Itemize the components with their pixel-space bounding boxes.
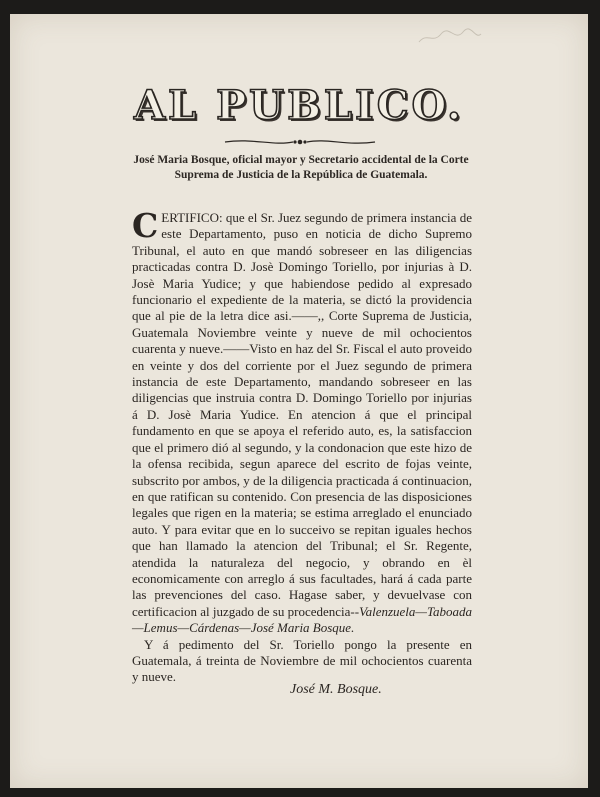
paragraph-main-text: ERTIFICO: que el Sr. Juez segundo de primera instancia de este Departamento, puso en noticia de dicho Supremo Tribunal, el auto en que mandó sobreseer en las diligencias practicadas contra D. Josè Domingo Toriello, por injurias à D. Josè Maria Yudice; y que habiendose pedido al expresado funcionario el expediente de la materia, se dictó la providencia que al pie de la letra dice asi.——,, Corte Suprema de Justicia, Guatemala Noviembre veinte y nueve de mil ochocientos cuarenta y nueve.——Visto en haz del Sr. Fiscal el auto proveido en veinte y dos del corriente por el Juez segundo de primera instancia de este Departamento, mandando sobreseer en las diligencias que instruia contra D. Domingo Toriello por injurias á D. Josè Maria Yudice. En atencion á que el principal fundamento en que se apoya el referido auto, es, la satisfaccion que el primero dió al segundo, y la condonacion que este hizo de la ofensa recibida, segun aparece del escrito de fojas veinte, subscrito por ambos, y de la diligencia practicada á continuacion, en que ratifican su contenido. Con presencia de las disposiciones legales que rigen en la materia; se estima arreglado el enunciado auto. Y para evitar que en lo succeivo se repitan iguales hechos que han llamado la atencion del Tribunal; el Sr. Regente, atendida la naturaleza del negocio, y obrando en èl economicamente con arreglo á sus facultades, hará á cada parte las prevenciones del caso. Hagase saber, y devuelvase con certificacion al juzgado de su procedencia-- xyxy=(132,210,473,619)
drop-cap: C xyxy=(132,206,159,245)
paragraph-closing: Y á pedimento del Sr. Toriello pongo la presente en Guatemala, á treinta de Noviembre de mil ochocientos cuarenta y nueve. xyxy=(132,636,472,685)
page-title: AL PUBLICO. xyxy=(134,82,464,129)
pencil-mark xyxy=(415,26,485,48)
signers-list: Valenzuela—Taboada—Lemus—Cárdenas—José Maria Bosque. xyxy=(132,603,472,636)
intro-heading: José Maria Bosque, oficial mayor y Secretario accidental de la Corte Suprema de Justicia de la República de Guatemala. xyxy=(133,154,469,181)
paragraph-main xyxy=(132,206,473,637)
ornamental-divider xyxy=(223,135,377,149)
document-page xyxy=(10,14,588,788)
certificate-body xyxy=(132,206,473,686)
signature: José M. Bosque. xyxy=(290,682,382,697)
